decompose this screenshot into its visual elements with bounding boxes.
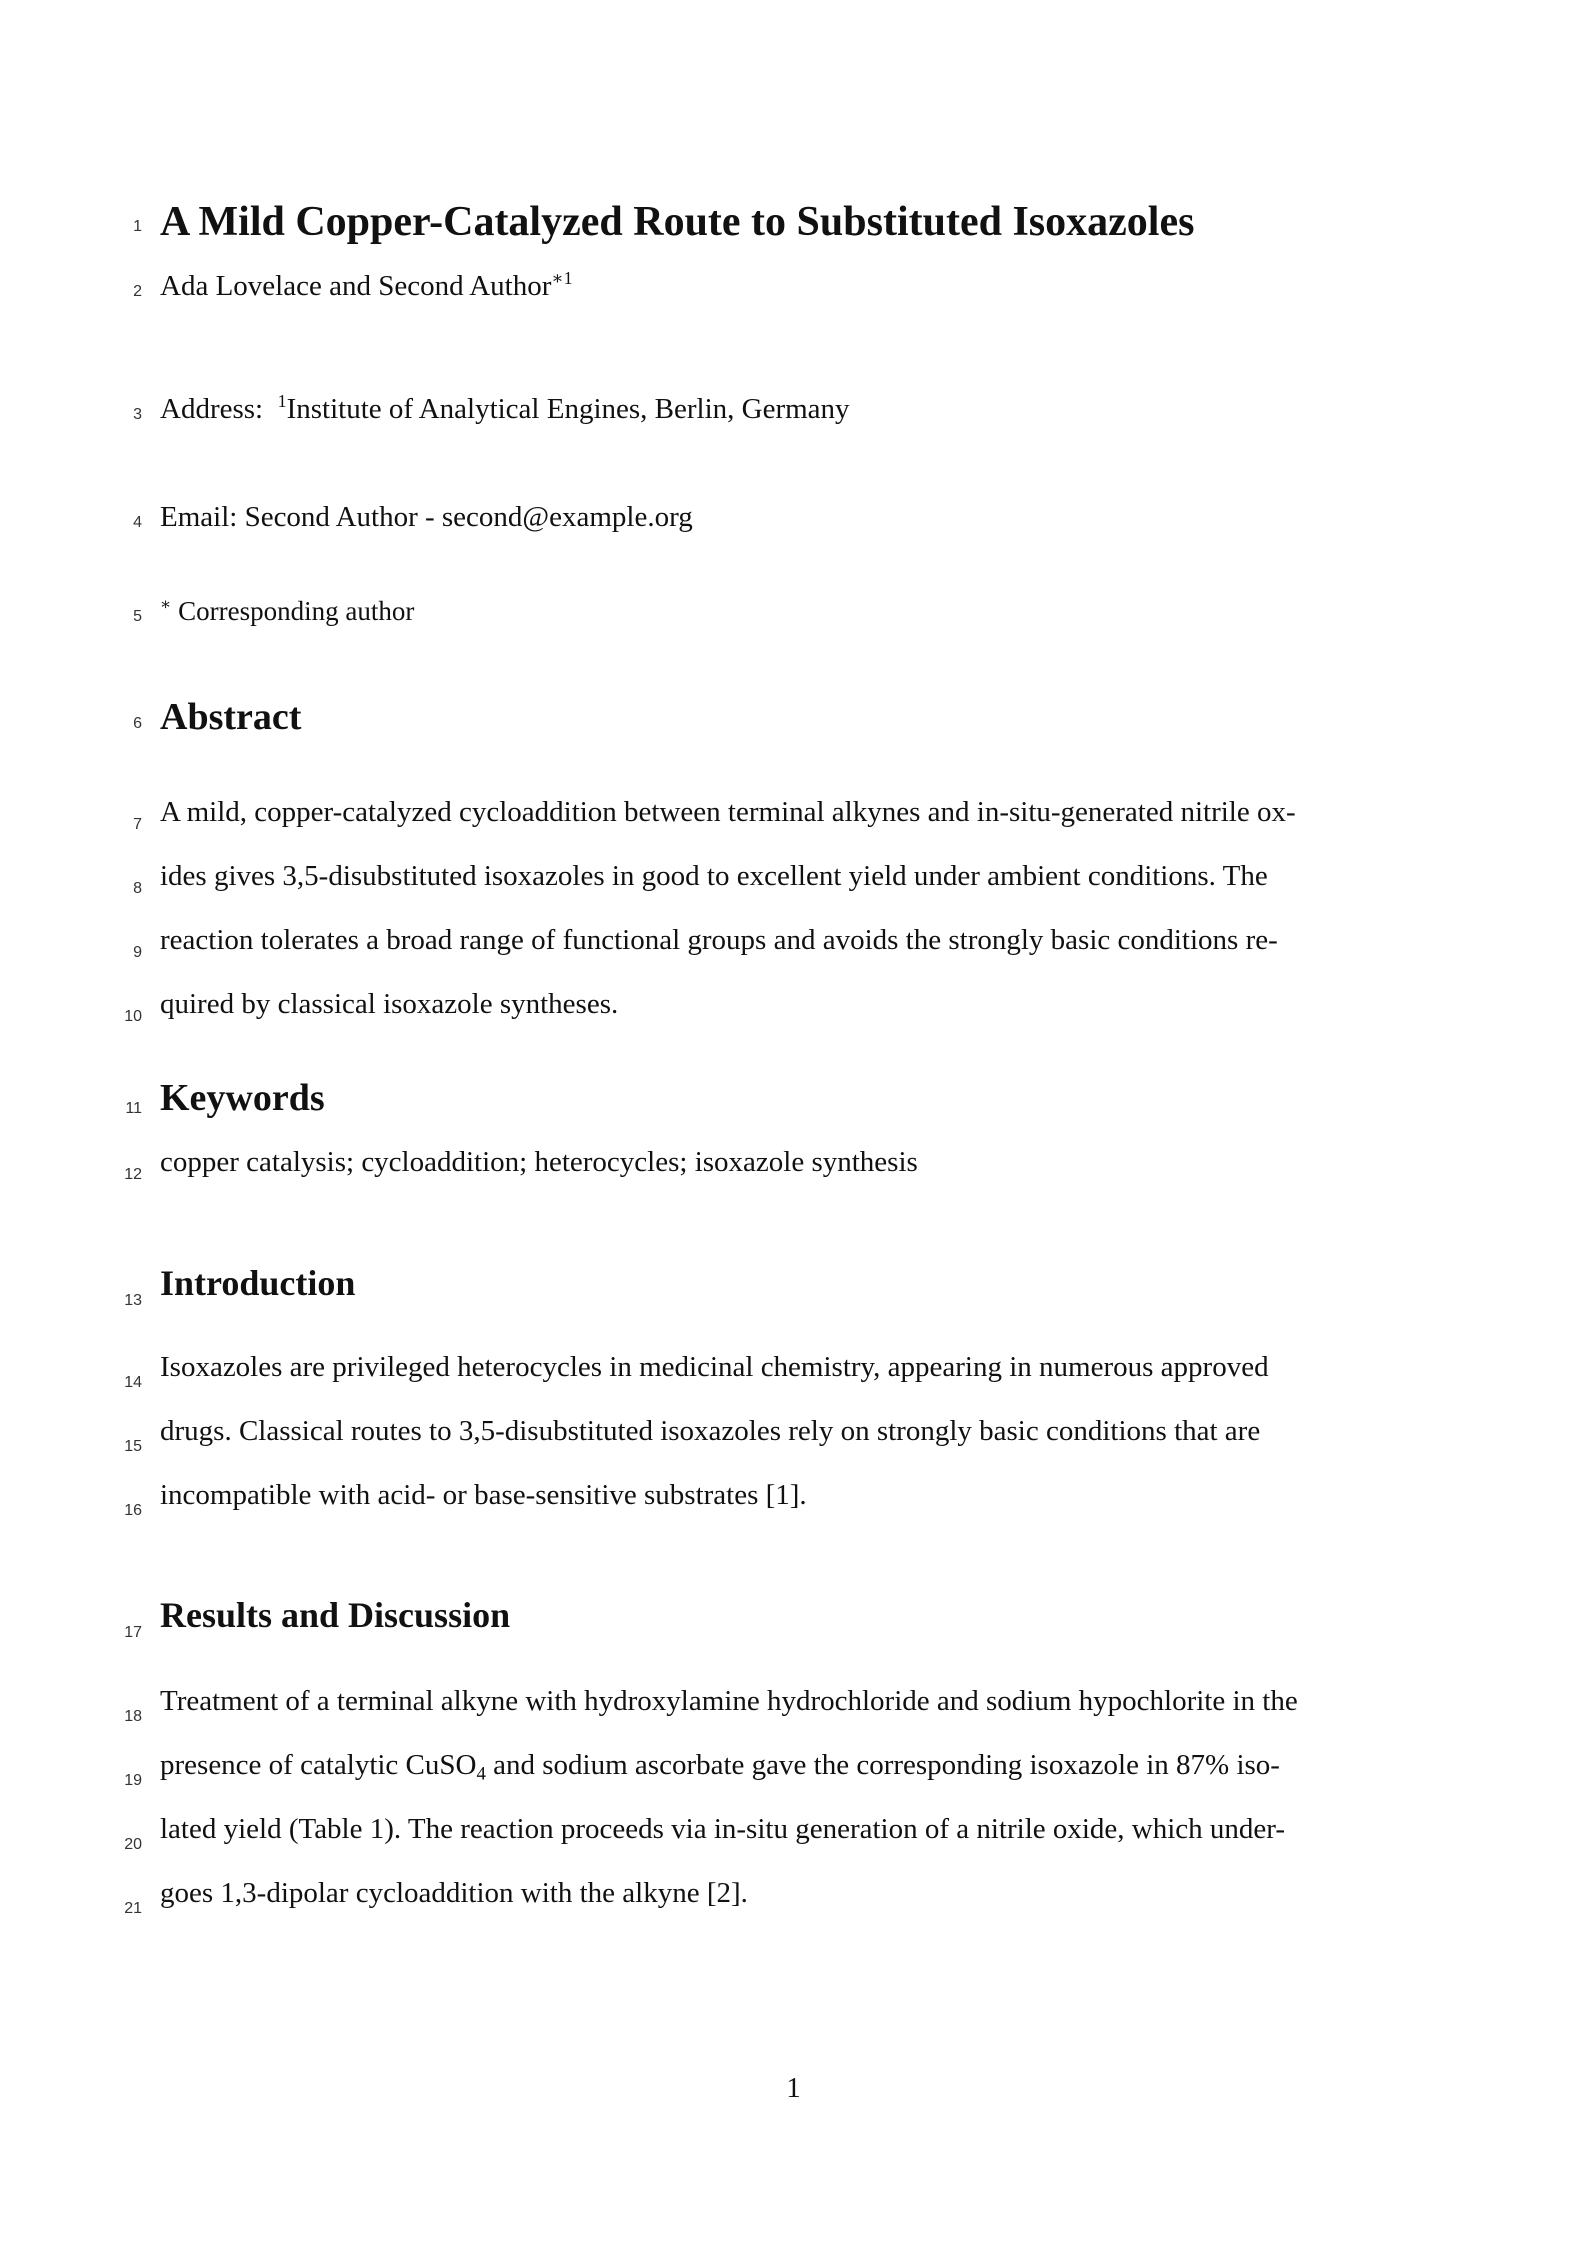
introduction-line: drugs. Classical routes to 3,5-disubstituted isoxazoles rely on strongly basic conditions that are [160, 1415, 1261, 1447]
line-number: 19 [124, 1772, 142, 1789]
abstract-line: ides gives 3,5-disubstituted isoxazoles in good to excellent yield under ambient conditions. The [160, 860, 1268, 892]
line-number: 16 [124, 1502, 142, 1519]
line-number: 18 [124, 1708, 142, 1725]
line-number: 21 [124, 1900, 142, 1917]
line-number: 2 [133, 283, 142, 300]
address [160, 390, 850, 426]
line-number: 13 [124, 1292, 142, 1309]
results-line: goes 1,3-dipolar cycloaddition with the alkyne [2]. [160, 1877, 748, 1909]
corresponding-text: Corresponding author [178, 596, 415, 626]
page-number: 1 [786, 2072, 801, 2104]
line-number: 15 [124, 1438, 142, 1455]
line-number: 11 [125, 1100, 142, 1117]
corresponding-superscript: ∗ [160, 594, 172, 614]
line-number: 4 [133, 514, 142, 531]
line-number: 7 [133, 816, 142, 833]
results-line: lated yield (Table 1). The reaction proceeds via in-situ generation of a nitrile oxide, which under- [160, 1813, 1286, 1845]
line-number: 20 [124, 1836, 142, 1853]
abstract-heading: Abstract [160, 696, 302, 738]
authors [160, 267, 573, 303]
results-line [160, 1749, 1280, 1785]
email-line: Email: Second Author - second@example.org [160, 501, 693, 533]
subscript: 4 [476, 1763, 486, 1785]
paper-title: A Mild Copper-Catalyzed Route to Substituted Isoxazoles [160, 199, 1195, 245]
introduction-heading: Introduction [160, 1263, 356, 1303]
line-number: 14 [124, 1374, 142, 1391]
line-number: 5 [133, 608, 142, 625]
line-number: 1 [133, 218, 142, 235]
corresponding-author-note [160, 596, 414, 627]
introduction-line: incompatible with acid- or base-sensitive substrates [1]. [160, 1479, 807, 1511]
results-text: presence of catalytic CuSO [160, 1749, 477, 1781]
line-number: 3 [133, 406, 142, 423]
author-names: Ada Lovelace and Second Author [160, 270, 552, 302]
author-superscript: ∗1 [551, 267, 573, 288]
results-line: Treatment of a terminal alkyne with hydroxylamine hydrochloride and sodium hypochlorite in the [160, 1685, 1298, 1717]
line-number: 6 [133, 715, 142, 732]
affiliation-text: Institute of Analytical Engines, Berlin, Germany [286, 393, 850, 425]
abstract-line: reaction tolerates a broad range of functional groups and avoids the strongly basic conditions re- [160, 924, 1278, 956]
line-number: 8 [133, 880, 142, 897]
results-heading: Results and Discussion [160, 1595, 511, 1635]
line-number: 9 [133, 944, 142, 961]
line-number: 12 [124, 1166, 142, 1183]
keywords-heading: Keywords [160, 1077, 325, 1119]
results-text: and sodium ascorbate gave the corresponding isoxazole in 87% iso- [485, 1749, 1280, 1781]
abstract-line: quired by classical isoxazole syntheses. [160, 988, 619, 1020]
address-label: Address: [160, 393, 264, 425]
line-number: 10 [124, 1008, 142, 1025]
affiliation-superscript: 1 [277, 390, 287, 411]
line-number: 17 [124, 1624, 142, 1641]
keywords-text: copper catalysis; cycloaddition; heterocycles; isoxazole synthesis [160, 1146, 918, 1178]
abstract-line: A mild, copper-catalyzed cycloaddition between terminal alkynes and in-situ-generated nitrile ox- [160, 796, 1296, 828]
introduction-line: Isoxazoles are privileged heterocycles in medicinal chemistry, appearing in numerous approved [160, 1351, 1269, 1383]
